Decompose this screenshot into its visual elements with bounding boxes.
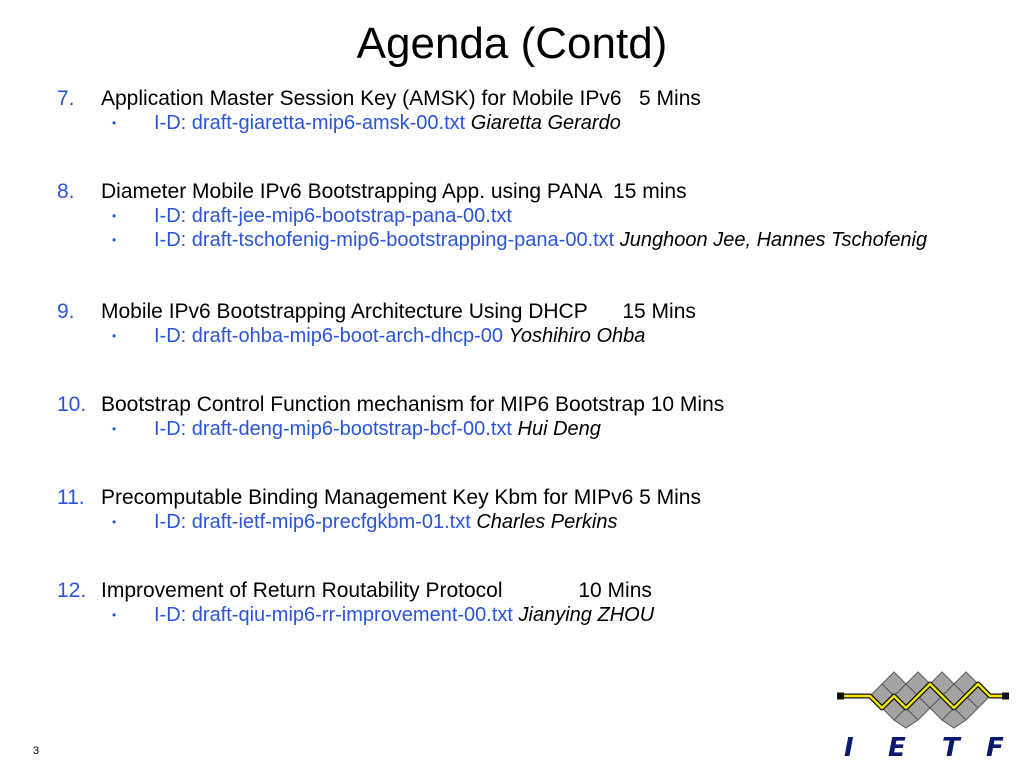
author-name: Charles Perkins bbox=[476, 511, 618, 533]
draft-name: draft-tschofenig-mip6-bootstrapping-pana-00.txt bbox=[191, 229, 615, 251]
item-number: 12. bbox=[57, 579, 87, 602]
draft-entry bbox=[57, 324, 957, 348]
draft-name: draft-ietf-mip6-precfgkbm-01.txt bbox=[191, 511, 471, 533]
item-title: Precomputable Binding Management Key Kbm for MIPv6 5 Mins bbox=[101, 486, 701, 509]
draft-entry bbox=[57, 204, 957, 228]
agenda-item bbox=[57, 578, 957, 627]
draft-entry bbox=[57, 510, 957, 534]
logo-letter-i: I bbox=[844, 733, 854, 760]
author-name: Yoshihiro Ohba bbox=[508, 325, 646, 347]
agenda-item bbox=[57, 179, 957, 252]
draft-prefix: I-D: bbox=[154, 205, 192, 227]
item-number: 9. bbox=[57, 300, 75, 323]
author-name: Hui Deng bbox=[517, 418, 601, 440]
item-number: 10. bbox=[57, 393, 87, 416]
draft-prefix: I-D: bbox=[154, 604, 192, 626]
draft-name: draft-jee-mip6-bootstrap-pana-00.txt bbox=[191, 205, 512, 227]
draft-prefix: I-D: bbox=[154, 112, 192, 134]
draft-name: draft-ohba-mip6-boot-arch-dhcp-00 bbox=[191, 325, 504, 347]
draft-prefix: I-D: bbox=[154, 418, 192, 440]
bullet-icon: • bbox=[112, 515, 117, 529]
agenda-item-heading bbox=[57, 392, 957, 417]
draft-entry bbox=[57, 228, 957, 252]
draft-prefix: I-D: bbox=[154, 325, 192, 347]
agenda-item-heading bbox=[57, 485, 957, 510]
draft-prefix: I-D: bbox=[154, 229, 192, 251]
bullet-icon: • bbox=[112, 329, 117, 343]
item-title: Improvement of Return Routability Protocol 10 Mins bbox=[101, 579, 652, 602]
agenda-item-heading bbox=[57, 86, 957, 111]
author-name: Giaretta Gerardo bbox=[470, 112, 621, 134]
item-title: Diameter Mobile IPv6 Bootstrapping App. using PANA 15 mins bbox=[101, 180, 687, 203]
draft-name: draft-qiu-mip6-rr-improvement-00.txt bbox=[191, 604, 513, 626]
draft-name: draft-deng-mip6-bootstrap-bcf-00.txt bbox=[191, 418, 512, 440]
slide-title: Agenda (Contd) bbox=[356, 19, 668, 68]
item-number: 11. bbox=[57, 486, 85, 509]
logo-letter-e: E bbox=[888, 733, 906, 760]
agenda-item-heading bbox=[57, 299, 957, 324]
author-name: Jianying ZHOU bbox=[518, 604, 655, 626]
draft-entry bbox=[57, 111, 957, 135]
logo-letter-f: F bbox=[986, 733, 1004, 760]
ietf-logo-icon bbox=[836, 668, 1012, 760]
agenda-item bbox=[57, 299, 957, 348]
draft-name: draft-giaretta-mip6-amsk-00.txt bbox=[191, 112, 466, 134]
item-number: 8. bbox=[57, 180, 75, 203]
agenda-item-heading bbox=[57, 578, 957, 603]
agenda-list bbox=[57, 86, 957, 671]
draft-prefix: I-D: bbox=[154, 511, 192, 533]
item-title: Mobile IPv6 Bootstrapping Architecture Using DHCP 15 Mins bbox=[101, 300, 696, 323]
logo-letter-t: T bbox=[942, 733, 960, 760]
bullet-icon: • bbox=[112, 116, 117, 130]
item-number: 7. bbox=[57, 87, 75, 110]
agenda-item bbox=[57, 485, 957, 534]
bullet-icon: • bbox=[112, 233, 117, 247]
agenda-item bbox=[57, 86, 957, 135]
draft-entry bbox=[57, 417, 957, 441]
agenda-item bbox=[57, 392, 957, 441]
page-number: 3 bbox=[33, 745, 40, 757]
item-title: Application Master Session Key (AMSK) for Mobile IPv6 5 Mins bbox=[101, 87, 701, 110]
bullet-icon: • bbox=[112, 608, 117, 622]
draft-entry bbox=[57, 603, 957, 627]
item-title: Bootstrap Control Function mechanism for MIP6 Bootstrap 10 Mins bbox=[101, 393, 725, 416]
bullet-icon: • bbox=[112, 422, 117, 436]
agenda-item-heading bbox=[57, 179, 957, 204]
bullet-icon: • bbox=[112, 209, 117, 223]
author-name: Junghoon Jee, Hannes Tschofenig bbox=[619, 229, 928, 251]
